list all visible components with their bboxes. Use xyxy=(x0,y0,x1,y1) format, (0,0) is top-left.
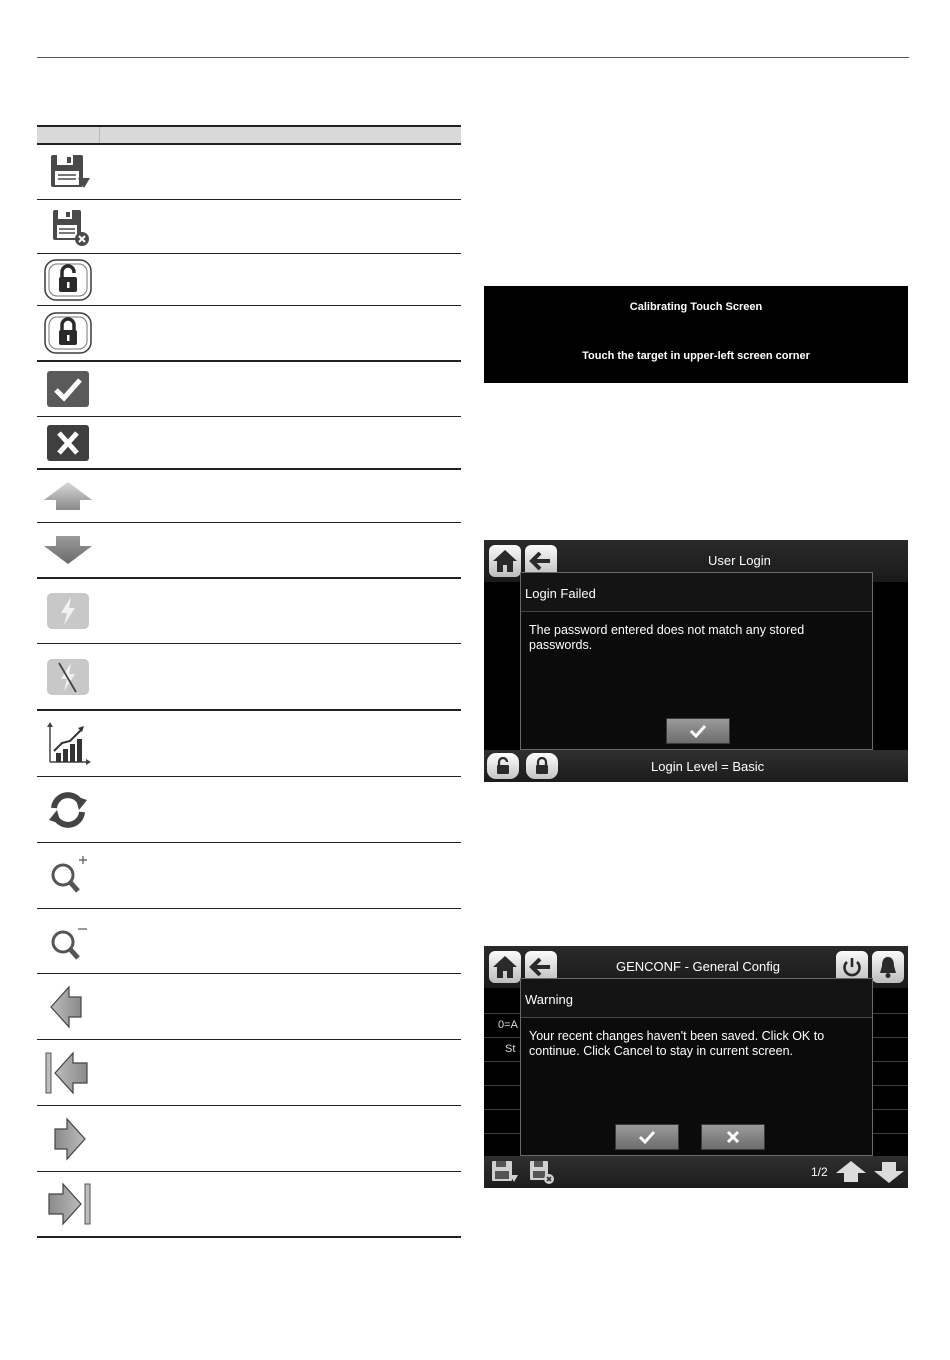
table-row xyxy=(37,711,461,777)
home-icon xyxy=(492,549,518,573)
calibration-instruction: Touch the target in upper-left screen corner xyxy=(582,350,810,362)
back-arrow-icon xyxy=(529,956,553,978)
calibration-screen[interactable] xyxy=(484,286,908,383)
home-button[interactable] xyxy=(489,951,521,983)
zoom-out-icon xyxy=(45,919,91,963)
chart-icon xyxy=(44,721,92,767)
table-row xyxy=(37,909,461,974)
cancel-button[interactable] xyxy=(701,1124,765,1150)
table-row xyxy=(37,417,461,470)
table-row xyxy=(37,145,461,200)
refresh-icon xyxy=(45,788,91,832)
check-icon xyxy=(638,1130,656,1144)
home-icon xyxy=(492,955,518,979)
login-failed-dialog xyxy=(520,572,873,750)
table-row xyxy=(37,579,461,644)
arrow-right-last-icon xyxy=(43,1180,93,1228)
icon-table xyxy=(37,125,461,1238)
close-icon xyxy=(726,1130,740,1144)
calibration-title: Calibrating Touch Screen xyxy=(629,301,763,313)
cross-icon xyxy=(45,423,91,463)
table-row xyxy=(37,974,461,1040)
arrow-up-icon xyxy=(834,1159,868,1185)
save-icon xyxy=(44,152,92,192)
table-row xyxy=(37,306,461,362)
dialog-title: Login Failed xyxy=(521,573,872,612)
table-row xyxy=(37,470,461,523)
power-icon xyxy=(841,956,863,978)
arrow-left-icon xyxy=(45,983,91,1031)
table-header xyxy=(37,125,461,145)
table-row xyxy=(37,843,461,909)
bottom-bar xyxy=(484,750,908,782)
ok-button[interactable] xyxy=(615,1124,679,1150)
check-icon xyxy=(689,724,707,738)
arrow-up-icon xyxy=(42,478,94,514)
table-row xyxy=(37,1040,461,1106)
login-level-status: Login Level = Basic xyxy=(651,759,765,774)
bottom-bar xyxy=(484,1156,908,1188)
table-cell: St xyxy=(505,1043,516,1055)
save-icon xyxy=(489,1159,521,1185)
dialog-message: Your recent changes haven't been saved. Click OK to continue. Click Cancel to stay in current screen. xyxy=(529,1029,825,1058)
arrow-right-icon xyxy=(45,1115,91,1163)
home-button[interactable] xyxy=(489,545,521,577)
table-cell: 0=A xyxy=(498,1019,518,1031)
top-rule xyxy=(37,57,909,58)
warning-dialog xyxy=(520,978,873,1156)
table-row xyxy=(37,200,461,254)
table-row xyxy=(37,523,461,579)
dialog-title: Warning xyxy=(521,979,872,1018)
discard-save-icon xyxy=(44,207,92,247)
table-row xyxy=(37,362,461,417)
lock-button[interactable] xyxy=(526,753,558,779)
table-row xyxy=(37,1106,461,1172)
lightning-off-icon xyxy=(45,657,91,697)
ok-button[interactable] xyxy=(666,718,730,744)
unlock-icon xyxy=(43,258,93,302)
back-arrow-icon xyxy=(529,550,553,572)
config-screen xyxy=(484,946,908,1188)
save-button[interactable] xyxy=(489,1159,521,1185)
lightning-icon xyxy=(45,591,91,631)
screen-title: User Login xyxy=(708,553,771,568)
screen-title: GENCONF - General Config xyxy=(616,959,780,974)
arrow-down-icon xyxy=(42,532,94,568)
alarm-button[interactable] xyxy=(872,951,904,983)
discard-save-icon xyxy=(527,1159,559,1185)
dialog-message: The password entered does not match any stored passwords. xyxy=(529,623,805,652)
discard-save-button[interactable] xyxy=(527,1159,559,1185)
arrow-down-icon xyxy=(872,1159,906,1185)
bell-icon xyxy=(877,955,899,979)
arrow-left-first-icon xyxy=(43,1049,93,1097)
login-screen xyxy=(484,540,908,782)
unlock-button[interactable] xyxy=(487,753,519,779)
unlock-icon xyxy=(494,757,512,775)
lock-icon xyxy=(533,757,551,775)
table-row xyxy=(37,777,461,843)
page-indicator: 1/2 xyxy=(811,1165,828,1179)
table-row xyxy=(37,1172,461,1238)
table-row xyxy=(37,644,461,711)
zoom-in-icon xyxy=(45,854,91,898)
page-down-button[interactable] xyxy=(872,1159,906,1185)
check-icon xyxy=(45,369,91,409)
page-up-button[interactable] xyxy=(834,1159,868,1185)
lock-icon xyxy=(43,311,93,355)
table-row xyxy=(37,254,461,306)
